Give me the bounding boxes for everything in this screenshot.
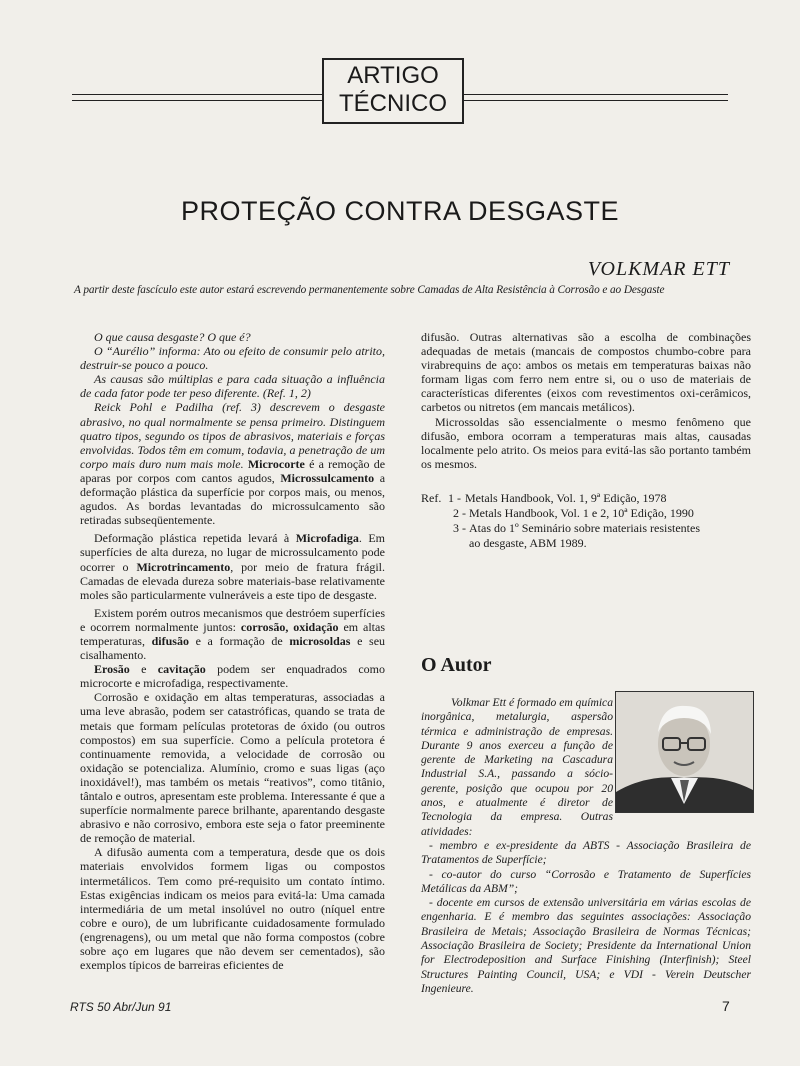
paragraph: Reick Pohl e Padilha (ref. 3) descrevem o desgaste abrasivo, no qual normalmente se pensa primeiro. Distinguem quatro tipos, segundo os tipos de abrasivos, materiais e forças envolvidas. Todos têm em comum, todavia, a penetração de um corpo mais duro num mais mole. Microcorte é a remoção de aparas por corpos com cantos agudos, Microssulcamento a deformação plástica da superfície por corpos mais, ou menos, agudos. As bordas levantadas do microssulcamento são retiradas subseqüentemente.: [80, 400, 386, 528]
author-activity: - membro e ex-presidente da ABTS - Associação Brasileira de Tratamentos de Superfície;: [421, 838, 751, 867]
page-number: 7: [722, 998, 730, 1014]
left-column: [80, 330, 385, 972]
header-rule-left-top: [72, 94, 322, 95]
paragraph: A difusão aumenta com a temperatura, desde que os dois materiais envolvidos formem ligas ou compostos intermetálicos. Tem como pré-requisito um contato íntimo. Estas exigências indicam os meios para evitá-la: Uma camada intermediária de um metal insolúvel no outro (níquel entre cobre e ouro), de um lubrificante cuidadosamente formulado (engrenagens), ou um metal que não forma compostos (cobre sobre aço em lugares que não devem ser cementados), são exemplos típicos de barreiras eficientes de: [80, 845, 385, 973]
paragraph: Existem porém outros mecanismos que destróem superfícies e ocorrem normalmente juntos: corrosão, oxidação em altas temperaturas, difusão e a formação de microsoldas e seu cisalhamento.: [80, 605, 386, 663]
paragraph: O que causa desgaste? O que é?: [94, 330, 251, 344]
paragraph: Corrosão e oxidação em altas temperaturas, associadas a uma leve abrasão, podem ser catastróficas, quando se trata de metais que formam películas protetoras de óxido (ou outros compostos) em sua superfície. Como a película protetora é continuamente removida, a velocidade de corrosão ou oxidação se potencializa. Alumínio, cromo e suas ligas (aço inoxidável!), mas também os metais “reativos”, como titânio, tântalo e outros, apresentam este problema. Interessante é que a superfície normalmente parece brilhante, aparentando desgaste abrasivo e não corrosivo, embora este seja o fator preeminente de remoção de material.: [80, 690, 385, 846]
author-bio-main: Volkmar Ett é formado em química inorgânica, metalurgia, aspersão térmica e administração de empresas. Durante 9 anos exerceu a função de gerente de Marketing na Cascadura Industrial S.A., passando a sócio-gerente, posição que ocupou por 20 anos, e atualmente é diretor de Tecnologia da empresa. Outras atividades:: [421, 696, 613, 838]
reference-item: 2 - Metals Handbook, Vol. 1 e 2, 10ª Edição, 1990: [453, 506, 694, 520]
right-column: [421, 330, 751, 471]
section-label-box: [322, 58, 464, 124]
paragraph: O “Aurélio” informa: Ato ou efeito de consumir pelo atrito, destruir-se pouco a pouco.: [80, 344, 385, 373]
paragraph: Deformação plástica repetida levará à Microfadiga. Em superfícies de alta dureza, no lugar de microssulcamento pode ocorrer o Microtrincamento, por meio de fratura frágil. Camadas de elevada dureza sobre materiais-base relativamente moles são particularmente vulneráveis a este tipo de desgaste.: [80, 531, 386, 602]
article-title: PROTEÇÃO CONTRA DESGASTE: [180, 196, 620, 226]
reference-item: 3 - Atas do 1º Seminário sobre materiais resistentes: [453, 521, 700, 535]
author-bio: [421, 696, 751, 996]
header-rule-left-bottom: [72, 100, 322, 101]
reference-item: ao desgaste, ABM 1989.: [469, 536, 587, 550]
header-rule-right-bottom: [460, 100, 728, 101]
references-list: [421, 491, 700, 551]
paragraph: As causas são múltiplas e para cada situação a influência de cada fator pode ter peso diferente. (Ref. 1, 2): [80, 372, 385, 401]
author-section-heading: O Autor: [421, 654, 492, 676]
author-activity: - co-autor do curso “Corrosão e Tratamento de Superfícies Metálicas da ABM”;: [421, 867, 751, 895]
paragraph: difusão. Outras alternativas são a escolha de combinações adequadas de metais (mancais de compostos chumbo-cobre para virabrequins de aço: ambos os metais em temperaturas baixas não formam ligas com ferro nem entre si, ou o uso de materiais de características diferentes (eixos com revestimentos oxi-cerâmicos, carbetos ou nitretos (em mancais metálicos).: [421, 330, 751, 415]
section-label-line2: TÉCNICO: [339, 90, 447, 117]
header-rule-right-top: [460, 94, 728, 95]
paragraph: Microssoldas são essencialmente o mesmo fenômeno que difusão, embora ocorram a temperaturas mais altas, causadas localmente pelo atrito. Os meios para evitá-las são portanto também os mesmos.: [421, 414, 751, 471]
section-label-line1: ARTIGO: [347, 62, 439, 89]
footer-issue: RTS 50 Abr/Jun 91: [70, 1000, 172, 1014]
article-author: VOLKMAR ETT: [587, 258, 730, 280]
paragraph: Erosão e cavitação podem ser enquadrados como microcorte e microfadiga, respectivamente.: [80, 662, 386, 691]
author-activity: - docente em cursos de extensão universitária em várias escolas de engenharia. E é membro das seguintes associações: Associação Brasileira de Metais; Associação Brasileira de Normas Técnicas; Associação Brasileira de Society; Presidente da International Union for Electrodeposition and Surface Finishing (Interfinish); Steel Structures Painting Council, USA; e VDI - Verein Deutscher Ingenieure.: [421, 896, 751, 995]
article-intro: A partir deste fascículo este autor estará escrevendo permanentemente sobre Camadas de Alta Resistência à Corrosão e ao Desgaste: [74, 284, 665, 296]
reference-item: Ref. 1 - Metals Handbook, Vol. 1, 9ª Edição, 1978: [421, 491, 667, 505]
